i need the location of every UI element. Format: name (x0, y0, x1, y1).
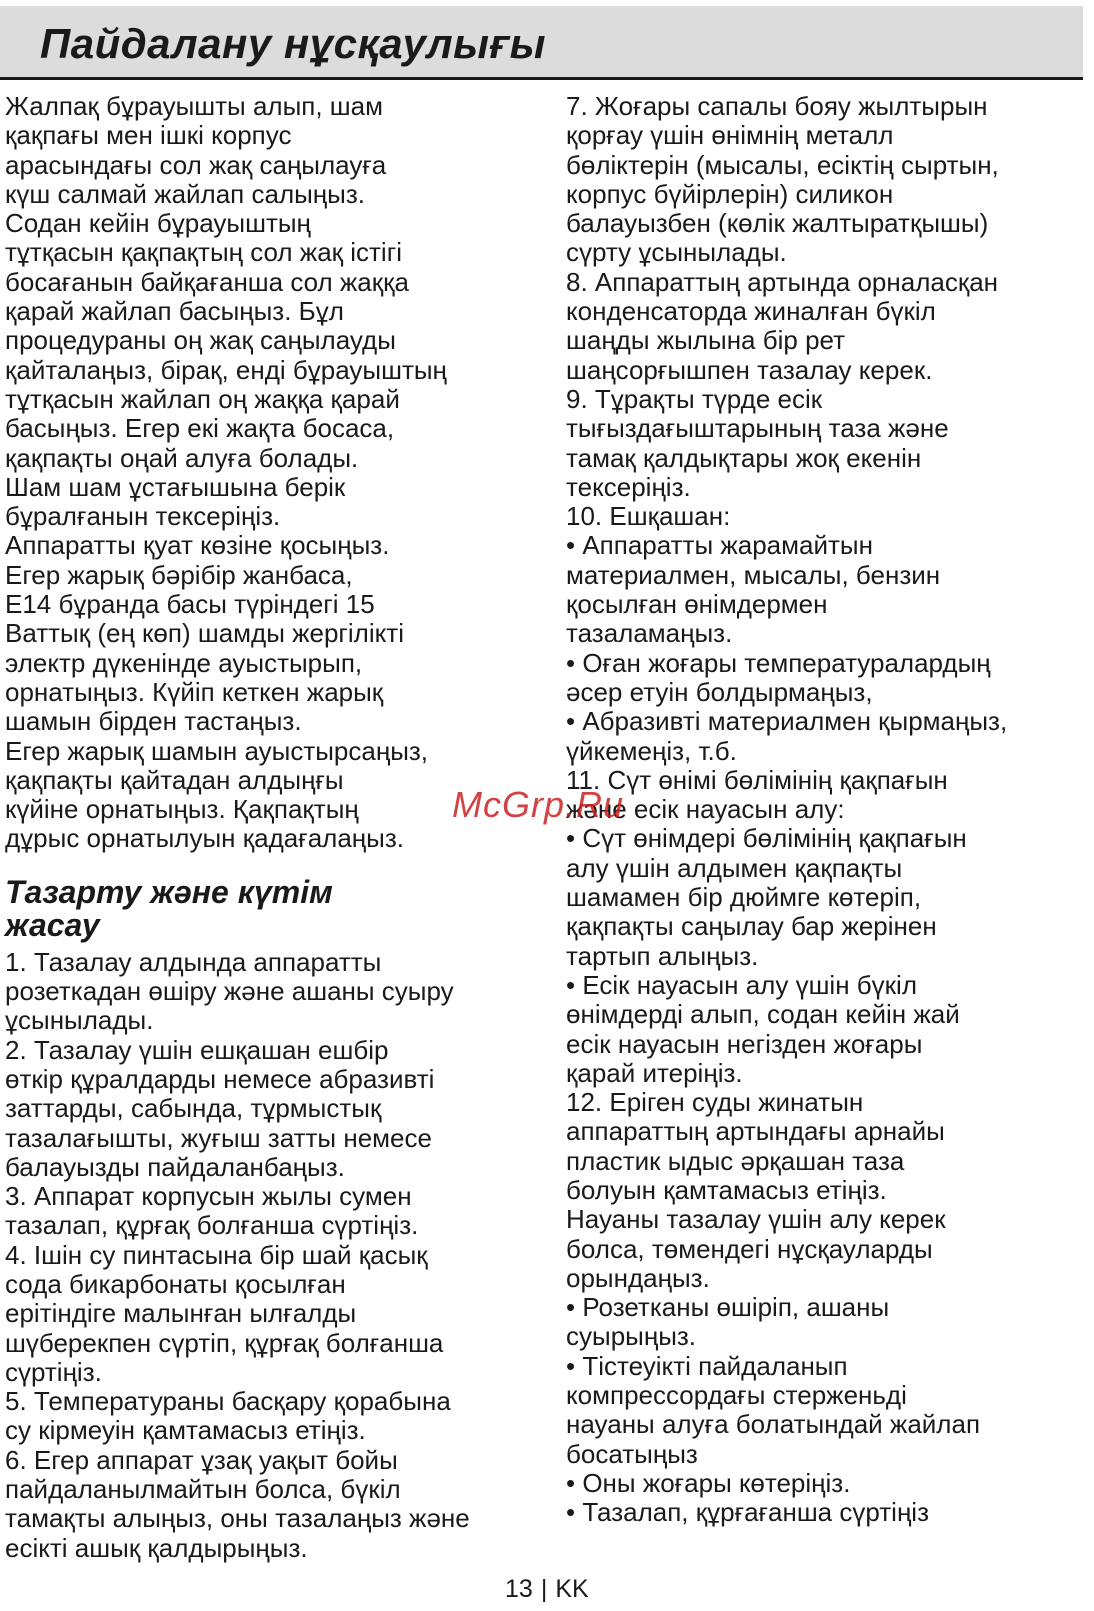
list-item: 12. Еріген суды жинатын аппараттың артындағы арнайы пластик ыдыс әрқашан таза болуын қамтамасыз етіңіз. Науаны тазалау үшін алу керек болса, төмендегі нұсқауларды орындаңыз. • Розетканы өшіріп, ашаны суырыңыз. • Тістеуікті пайдаланып компрессордағы стерженьді науаны алуға болатындай жайлап босатыңыз • Оны жоғары көтеріңіз. • Тазалап, құрғағанша сүртіңіз (566, 1087, 981, 1528)
intro-paragraph: Жалпақ бұрауышты алып, шам қақпағы мен ішкі корпус арасындағы сол жақ саңылауға күш салмай жайлап салыңыз. Содан кейін бұрауыштың тұтқасын қақпақтың сол жақ істігі босағанын байқағанша сол жаққа қарай жайлап басыңыз. Бұл процедураны оң жақ саңылауды қайталаңыз, бірақ, енді бұрауыштың тұтқасын жайлап оң жаққа қарай басыңыз. Егер екі жақта босаса, қақпақты оңай алуға болады. Шам шам ұстағышына берік бұралғанын тексеріңіз. Аппаратты қуат көзіне қосыңыз. Егер жарық бәрібір жанбаса, Е14 бұранда басы түріндегі 15 Ваттық (ең көп) шамды жергілікті электр дүкенінде ауыстырып, орнатыңыз. Күйіп кеткен жарық шамын бірден тастаңыз. Егер жарық шамын ауыстырсаңыз, қақпақты қайтадан алдыңғы күйіне орнатыңыз. Қақпақтың дұрыс орнатылуын қадағалаңыз. (5, 91, 447, 854)
right-column (566, 92, 1091, 1528)
list-item: 11. Сүт өнімі бөлімінің қақпағын және есік науасын алу: • Сүт өнімдері бөлімінің қақпағын алу үшін алдымен қақпақты шамамен бір дюймге көтеріп, қақпақты саңылау бар жерінен тартып алыңыз. • Есік науасын алу үшін бүкіл өнімдерді алып, содан кейін жай есік науасын негізден жоғары қарай итеріңіз. (566, 764, 967, 1088)
list-item: 10. Ешқашан: • Аппаратты жарамайтын материалмен, мысалы, бензин қосылған өнімдермен тазаламаңыз. • Оған жоғары температуралардың әсер етуін болдырмаңыз, • Абразивті материалмен қырмаңыз, үйкемеңіз, т.б. (566, 501, 1008, 766)
watermark: McGrp.Ru (452, 784, 625, 825)
list-item: 9. Тұрақты түрде есік тығыздағыштарының таза және тамақ қалдықтары жоқ екенін тексеріңіз. (566, 383, 949, 502)
list-item: 5. Температураны басқару қорабына су кірмеуін қамтамасыз етіңіз. (5, 1386, 451, 1446)
list-item: 2. Тазалау үшін ешқашан ешбір өткір құралдарды немесе абразивті заттарды, сабында, тұрмыстық тазалағышты, жуғыш затты немесе балауызды пайдаланбаңыз. (5, 1034, 435, 1182)
list-item: 7. Жоғары сапалы бояу жылтырын қорғау үшін өнімнің металл бөліктерін (мысалы, есіктің сыртын, корпус бүйірлерін) силикон балауызбен (көлік жалтыратқышы) сүрту ұсынылады. (566, 91, 999, 268)
page-title: Пайдалану нұсқаулығы (40, 20, 547, 67)
list-item: 8. Аппараттың артында орналасқан конденсаторда жиналған бүкіл шаңды жылына бір рет шаңсорғышпен тазалау керек. (566, 266, 999, 385)
list-item: 6. Егер аппарат ұзақ уақыт бойы пайдаланылмайтын болса, бүкіл тамақты алыңыз, оны тазалаңыз және есікті ашық қалдырыңыз. (5, 1444, 470, 1563)
list-item: 1. Тазалау алдында аппаратты розеткадан өшіру және ашаны суыру ұсынылады. (5, 946, 454, 1036)
list-item: 4. Ішін су пинтасына бір шай қасық сода бикарбонаты қосылған ерітіндіге малынған ылғалды шүберекпен сүртіп, құрғақ болғанша сүртіңіз. (5, 1239, 444, 1387)
left-column (5, 92, 550, 1563)
footer-separator: | (540, 1575, 548, 1603)
section-title: Тазарту және күтім жасау (5, 873, 333, 943)
list-item: 3. Аппарат корпусын жылы сумен тазалап, құрғақ болғанша сүртіңіз. (5, 1181, 419, 1241)
language-code: KK (555, 1575, 589, 1603)
page-number: 13 (505, 1575, 533, 1603)
page-header (0, 6, 1083, 80)
page-footer (505, 1575, 589, 1604)
